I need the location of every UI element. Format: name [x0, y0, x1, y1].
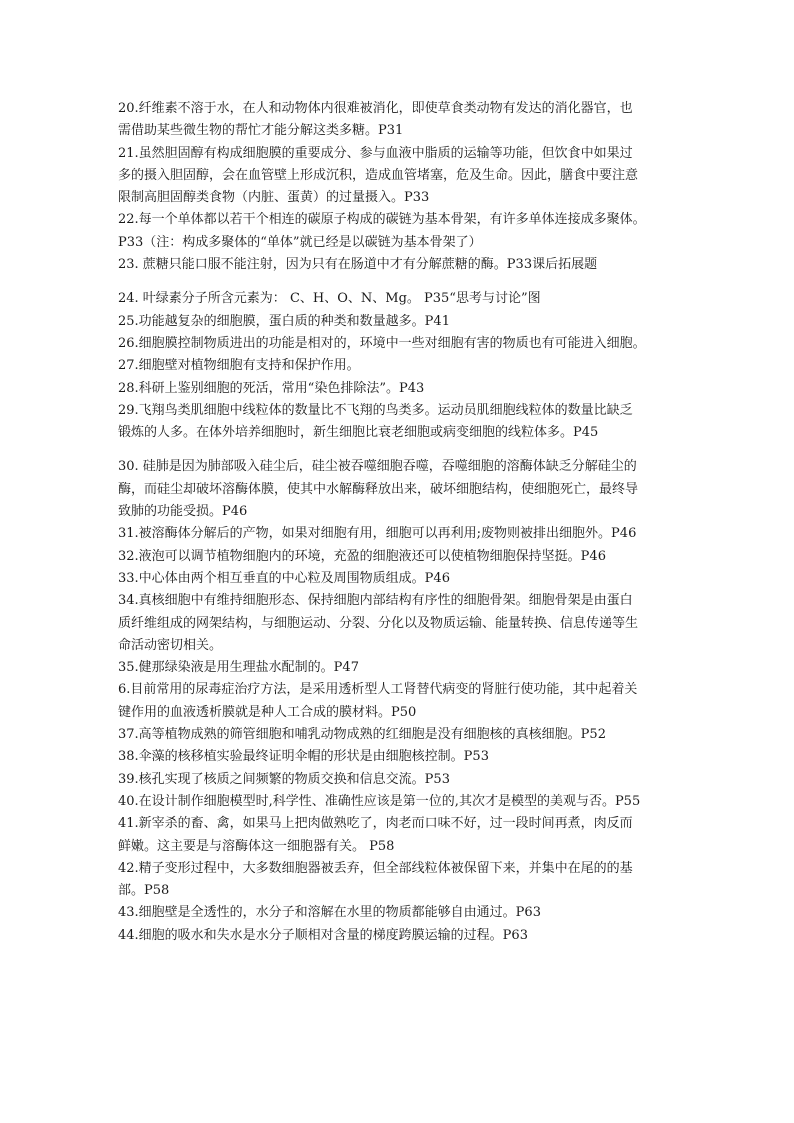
note-line: 24. 叶绿素分子所含元素为： C、H、O、N、Mg。 P35“思考与讨论”图 [118, 291, 541, 307]
note-line: 39.核孔实现了核质之间频繁的物质交换和信息交流。P53 [118, 771, 450, 787]
note-line: 命活动密切相关。 [118, 637, 223, 653]
note-item [118, 311, 678, 333]
note-line: 23. 蔗糖只能口服不能注射，因为只有在肠道中才有分解蔗糖的酶。P33课后拓展题 [118, 257, 598, 273]
note-line: 致肺的功能受损。P46 [118, 504, 248, 520]
note-item [118, 143, 678, 210]
note-line: 41.新宰杀的畜、禽，如果马上把肉做熟吃了，肉老而口味不好，过一段时间再煮，肉反而 [118, 816, 633, 832]
note-line: P33（注：构成多聚体的“单体”就已经是以碳链为基本骨架了） [118, 234, 482, 250]
note-line: 锻炼的人多。在体外培养细胞时，新生细胞比衰老细胞或病变细胞的线粒体多。P45 [118, 425, 599, 441]
note-item [118, 746, 678, 768]
note-item [118, 679, 678, 724]
note-item [118, 333, 678, 355]
note-item [118, 769, 678, 791]
note-line: 25.功能越复杂的细胞膜，蛋白质的种类和数量越多。P41 [118, 313, 450, 329]
note-item [118, 568, 678, 590]
note-line: 43.细胞壁是全透性的，水分子和溶解在水里的物质都能够自由通过。P63 [118, 905, 541, 921]
note-item [118, 355, 678, 377]
note-line: 21.虽然胆固醇有构成细胞膜的重要成分、参与血液中脂质的运输等功能，但饮食中如果过 [118, 145, 633, 161]
note-item [118, 902, 678, 924]
note-item [118, 209, 678, 254]
note-line: 22.每一个单体都以若干个相连的碳原子构成的碳链为基本骨架，有许多单体连接成多聚体。 [118, 212, 646, 228]
note-item [118, 858, 678, 903]
note-item [118, 546, 678, 568]
note-line: 质纤维组成的网架结构，与细胞运动、分裂、分化以及物质运输、能量转换、信息传递等生 [118, 615, 639, 631]
note-line: 键作用的血液透析膜就是种人工合成的膜材料。P50 [118, 704, 417, 720]
note-line: 30. 硅肺是因为肺部吸入硅尘后，硅尘被吞噬细胞吞噬，吞噬细胞的溶酶体缺乏分解硅尘的 [118, 459, 637, 475]
note-line: 44.细胞的吸水和失水是水分子顺相对含量的梯度跨膜运输的过程。P63 [118, 927, 528, 943]
note-item [118, 657, 678, 679]
note-line: 42.精子变形过程中，大多数细胞器被丢弃，但全部线粒体被保留下来，并集中在尾的的基 [118, 860, 633, 876]
note-item [118, 378, 678, 400]
note-item [118, 925, 678, 947]
note-line: 20.纤维素不溶于水，在人和动物体内很难被消化，即使草食类动物有发达的消化器官，也 [118, 101, 633, 116]
note-item [118, 791, 678, 813]
note-item [118, 523, 678, 545]
note-item [118, 98, 678, 143]
note-item [118, 288, 678, 310]
note-line: 31.被溶酶体分解后的产物，如果对细胞有用，细胞可以再利用;废物则被排出细胞外。P46 [118, 526, 637, 542]
note-item [118, 590, 678, 657]
note-line: 34.真核细胞中有维持细胞形态、保持细胞内部结构有序性的细胞骨架。细胞骨架是由蛋白 [118, 593, 633, 609]
note-line: 37.高等植物成熟的筛管细胞和哺乳动物成熟的红细胞是没有细胞核的真核细胞。P52 [118, 727, 606, 743]
note-line: 28.科研上鉴别细胞的死活，常用“染色排除法”。P43 [118, 380, 425, 396]
note-item [118, 813, 678, 858]
note-line: 40.在设计制作细胞模型时,科学性、准确性应该是第一位的,其次才是模型的美观与否。P55 [118, 793, 641, 809]
note-line: 27.细胞壁对植物细胞有支持和保护作用。 [118, 358, 360, 374]
note-line: 32.液泡可以调节植物细胞内的环境，充盈的细胞液还可以使植物细胞保持坚挺。P46 [118, 548, 606, 564]
note-line: 29.飞翔鸟类肌细胞中线粒体的数量比不飞翔的鸟类多。运动员肌细胞线粒体的数量比缺乏 [118, 402, 633, 418]
note-line: 需借助某些微生物的帮忙才能分解这类多糖。P31 [118, 123, 404, 139]
note-line: 38.伞藻的核移植实验最终证明伞帽的形状是由细胞核控制。P53 [118, 749, 489, 765]
note-item [118, 254, 678, 276]
note-line: 鲜嫩。这主要是与溶酶体这一细胞器有关。 P58 [118, 838, 395, 854]
note-line: 26.细胞膜控制物质进出的功能是相对的，环境中一些对细胞有害的物质也有可能进入细胞。 [118, 335, 646, 351]
note-line: 部。P58 [118, 883, 170, 899]
note-line: 35.健那绿染液是用生理盐水配制的。P47 [118, 660, 359, 676]
note-item [118, 724, 678, 746]
note-line: 限制高胆固醇类食物（内脏、蛋黄）的过量摄入。P33 [118, 190, 430, 206]
note-line: 6.目前常用的尿毒症治疗方法，是采用透析型人工肾替代病变的肾脏行使功能，其中起着关 [118, 682, 638, 698]
note-line: 33.中心体由两个相互垂直的中心粒及周围物质组成。P46 [118, 570, 450, 586]
note-item [118, 456, 678, 523]
document-page [118, 98, 678, 947]
note-line: 多的摄入胆固醇，会在血管壁上形成沉积，造成血管堵塞，危及生命。因此，膳食中要注意 [118, 167, 639, 183]
note-line: 酶，而硅尘却破坏溶酶体膜，使其中水解酶释放出来，破坏细胞结构，使细胞死亡，最终导 [118, 481, 639, 497]
note-item [118, 400, 678, 445]
